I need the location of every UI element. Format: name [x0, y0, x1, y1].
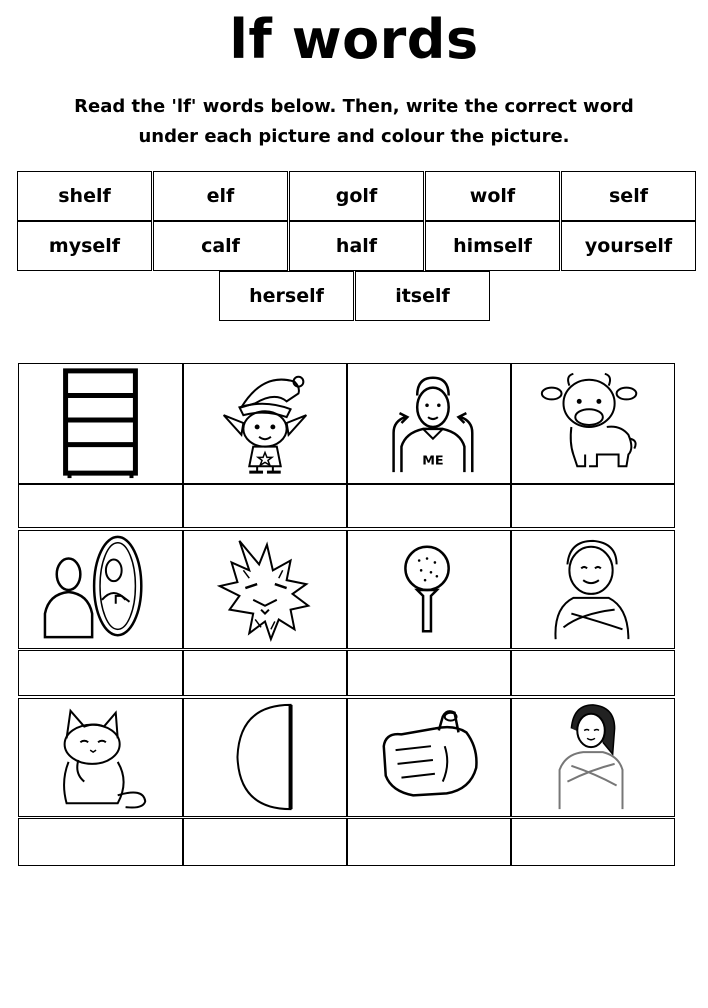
word-bank-elf: elf	[153, 171, 288, 221]
word-bank-half: half	[289, 221, 424, 271]
hugging-boy-icon	[512, 531, 674, 648]
picture-cell-9	[18, 698, 183, 817]
picture-cell-5	[18, 530, 183, 649]
picture-cell-12	[511, 698, 675, 817]
answer-box-3[interactable]	[347, 484, 511, 528]
half-circle-icon	[184, 699, 346, 816]
answer-box-5[interactable]	[18, 650, 183, 696]
picture-cell-10	[183, 698, 347, 817]
word-bank-yourself: yourself	[561, 221, 696, 271]
answer-box-2[interactable]	[183, 484, 347, 528]
wolf-icon	[184, 531, 346, 648]
me-person-icon	[348, 364, 510, 483]
page-title: lf words	[229, 8, 479, 71]
picture-cell-8	[511, 530, 675, 649]
hugging-woman-icon	[512, 699, 674, 816]
answer-box-1[interactable]	[18, 484, 183, 528]
answer-box-10[interactable]	[183, 818, 347, 866]
elf-icon	[184, 364, 346, 483]
picture-cell-7	[347, 530, 511, 649]
word-bank-self: self	[561, 171, 696, 221]
pointing-hand-icon	[348, 699, 510, 816]
mirror-person-icon	[19, 531, 182, 648]
word-bank-herself: herself	[219, 271, 354, 321]
picture-cell-6	[183, 530, 347, 649]
picture-cell-11	[347, 698, 511, 817]
answer-box-7[interactable]	[347, 650, 511, 696]
shelf-icon	[19, 364, 182, 483]
word-bank-wolf: wolf	[425, 171, 560, 221]
word-bank-shelf: shelf	[17, 171, 152, 221]
cat-icon	[19, 699, 182, 816]
picture-cell-1	[18, 363, 183, 484]
answer-box-8[interactable]	[511, 650, 675, 696]
word-bank-golf: golf	[289, 171, 424, 221]
answer-box-11[interactable]	[347, 818, 511, 866]
instructions-line-1: Read the 'lf' words below. Then, write the correct word	[74, 96, 634, 117]
answer-box-9[interactable]	[18, 818, 183, 866]
word-bank-calf: calf	[153, 221, 288, 271]
instructions	[40, 92, 668, 152]
me-label: ME	[422, 453, 444, 469]
answer-box-4[interactable]	[511, 484, 675, 528]
word-bank-myself: myself	[17, 221, 152, 271]
answer-box-6[interactable]	[183, 650, 347, 696]
word-bank-itself: itself	[355, 271, 490, 321]
calf-icon	[512, 364, 674, 483]
picture-cell-2	[183, 363, 347, 484]
instructions-line-2: under each picture and colour the picture.	[138, 126, 570, 147]
answer-box-12[interactable]	[511, 818, 675, 866]
picture-cell-4	[511, 363, 675, 484]
word-bank-himself: himself	[425, 221, 560, 271]
picture-cell-3	[347, 363, 511, 484]
golf-ball-icon	[348, 531, 510, 648]
